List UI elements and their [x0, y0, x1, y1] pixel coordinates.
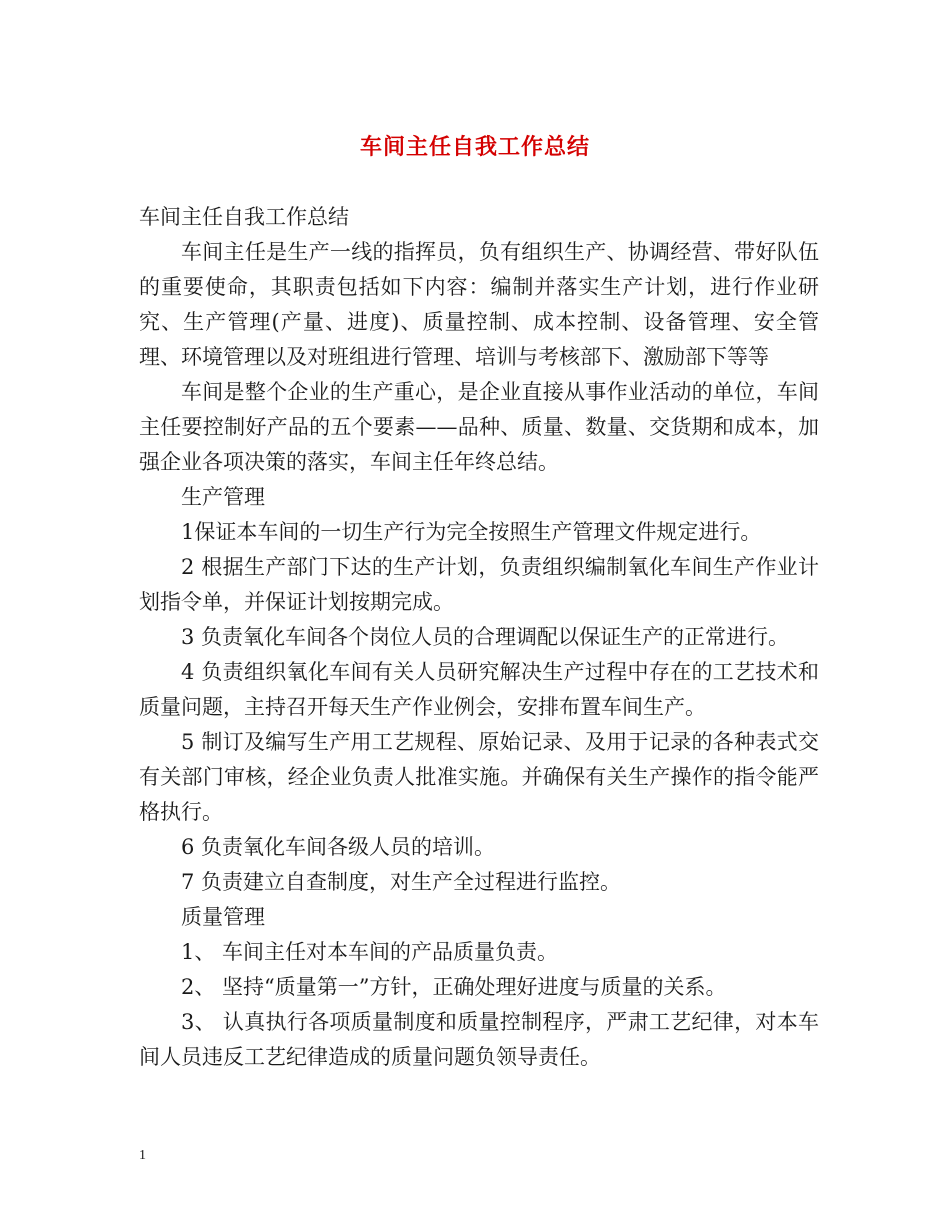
- paragraph: 车间主任是生产一线的指挥员，负有组织生产、协调经营、带好队伍的重要使命，其职责包括如下内容：编制并落实生产计划，进行作业研究、生产管理(产量、进度)、质量控制、成本控制、设备管理、安全管理、环境管理以及对班组进行管理、培训与考核部下、激励部下等等: [139, 240, 819, 369]
- paragraph: 车间是整个企业的生产重心，是企业直接从事作业活动的单位，车间主任要控制好产品的五个要素——品种、质量、数量、交货期和成本，加强企业各项决策的落实，车间主任年终总结。: [139, 380, 819, 474]
- list-item: 3、 认真执行各项质量制度和质量控制程序，严肃工艺纪律，对本车间人员违反工艺纪律造成的质量问题负领导责任。: [139, 1010, 819, 1069]
- document-body: [139, 200, 819, 1075]
- list-item: 7 负责建立自查制度，对生产全过程进行监控。: [181, 870, 622, 894]
- section-heading-production: 生产管理: [181, 485, 265, 509]
- list-item: 2 根据生产部门下达的生产计划，负责组织编制氧化车间生产作业计划指令单，并保证计划按期完成。: [139, 555, 819, 614]
- section-heading-quality: 质量管理: [181, 905, 265, 929]
- list-item: 1保证本车间的一切生产行为完全按照生产管理文件规定进行。: [181, 520, 762, 544]
- paragraph-subtitle: 车间主任自我工作总结: [139, 205, 349, 229]
- list-item: 2、 坚持“质量第一”方针，正确处理好进度与质量的关系。: [181, 975, 727, 999]
- document-title: 车间主任自我工作总结: [359, 135, 590, 160]
- list-item: 5 制订及编写生产用工艺规程、原始记录、及用于记录的各种表式交有关部门审核，经企业负责人批准实施。并确保有关生产操作的指令能严格执行。: [139, 730, 819, 824]
- list-item: 6 负责氧化车间各级人员的培训。: [181, 835, 496, 859]
- list-item: 1、 车间主任对本车间的产品质量负责。: [181, 940, 559, 964]
- list-item: 3 负责氧化车间各个岗位人员的合理调配以保证生产的正常进行。: [181, 625, 790, 649]
- list-item: 4 负责组织氧化车间有关人员研究解决生产过程中存在的工艺技术和质量问题，主持召开每天生产作业例会，安排布置车间生产。: [139, 660, 819, 719]
- page-number: 1: [139, 1148, 146, 1163]
